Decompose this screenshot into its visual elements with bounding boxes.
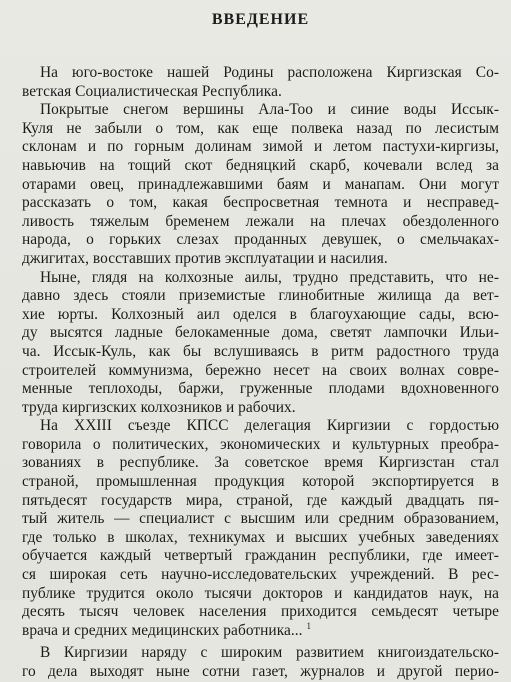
text-line-content: врача и средних медицинских работника... — [22, 621, 303, 639]
chapter-heading: ВВЕДЕНИЕ — [211, 11, 310, 28]
text-line: ветская Социалистическая Республика. — [22, 82, 282, 100]
text-line: тый житель — специалист с высшим или средним образованием, — [22, 510, 499, 528]
text-line: хие юрты. Колхозный аил оделся в благоухающие сады, всю- — [22, 305, 499, 323]
text-line: В Киргизии наряду с широким развитием книгоиздательско- — [40, 644, 499, 662]
text-line — [22, 622, 499, 641]
text-line: публике трудится около тысячи докторов и кандидатов наук, на — [22, 584, 499, 602]
text-line: ся широкая сеть научно-исследовательских учреждений. В рес- — [22, 566, 499, 584]
text-line: менные теплоходы, баржи, груженные плодами вдохновенного — [22, 380, 499, 398]
text-line: На XXIII съезде КПСС делегация Киргизии с гордостью — [40, 417, 499, 435]
paragraph-1 — [22, 64, 499, 101]
text-line: отарами овец, принадлежавшими баям и манапам. Они могут — [22, 175, 499, 193]
text-line: обучается каждый четвертый гражданин республики, где имеет- — [22, 547, 499, 565]
text-line: Ныне, глядя на колхозные аилы, трудно представить, что не- — [40, 268, 499, 286]
text-line: труда киргизских колхозников и рабочих. — [22, 398, 296, 416]
text-line: На юго-востоке нашей Родины расположена Киргизская Со- — [40, 64, 499, 81]
text-line: рассказать о том, какая беспросветная темнота и несправед- — [22, 194, 499, 212]
text-line: Покрытые снегом вершины Ала-Тоо и синие воды Иссык- — [40, 101, 499, 119]
text-line: джигитах, восставших против эксплуатации и насилия. — [22, 249, 388, 267]
text-line: ду высятся ладные белокаменные дома, светят лампочки Ильи- — [22, 324, 499, 342]
text-line: народа, о горьких слезах проданных девушек, о смельчаках- — [22, 231, 499, 249]
text-line: где только в школах, техникумах и высших учебных заведениях — [22, 528, 499, 546]
text-line: пятьдесят государств мира, страной, где каждый двадцать пя- — [22, 491, 499, 509]
text-line: навьючив на тощий скот бедняцкий скарб, кочевали вслед за — [22, 156, 499, 174]
text-line: страной, промышленная продукция которой экспортируется в — [22, 473, 499, 491]
text-line: Куля не забыли о том, как еще полвека назад по лесистым — [22, 119, 499, 137]
text-line: зованиях в республике. За советское время Киргизстан стал — [22, 454, 499, 472]
text-line: давно здесь стояли приземистые глинобитные жилища да вет- — [22, 287, 499, 305]
paragraph-2 — [22, 101, 499, 268]
text-line: склонам и по горным долинам зимой и летом пастухи-киргизы, — [22, 138, 499, 156]
footnote-marker[interactable]: 1 — [306, 620, 312, 631]
text-line: ча. Иссык-Куль, как бы вслушиваясь в ритм радостного труда — [22, 342, 499, 360]
paragraph-3 — [22, 269, 499, 418]
paragraph-5 — [22, 644, 499, 681]
paragraph-4 — [22, 417, 499, 640]
text-line: десять тысяч человек населения приходится семьдесят четыре — [22, 603, 499, 621]
text-line: говорила о политических, экономических и культурных преобра- — [22, 435, 499, 453]
text-line: ливость тяжелым бременем лежали на плечах обездоленного — [22, 212, 499, 230]
text-line: го дела выходят ныне сотни газет, журналов и другой перио- — [22, 663, 499, 680]
text-line: строителей коммунизма, бережно несет на своих волнах совре- — [22, 361, 499, 379]
